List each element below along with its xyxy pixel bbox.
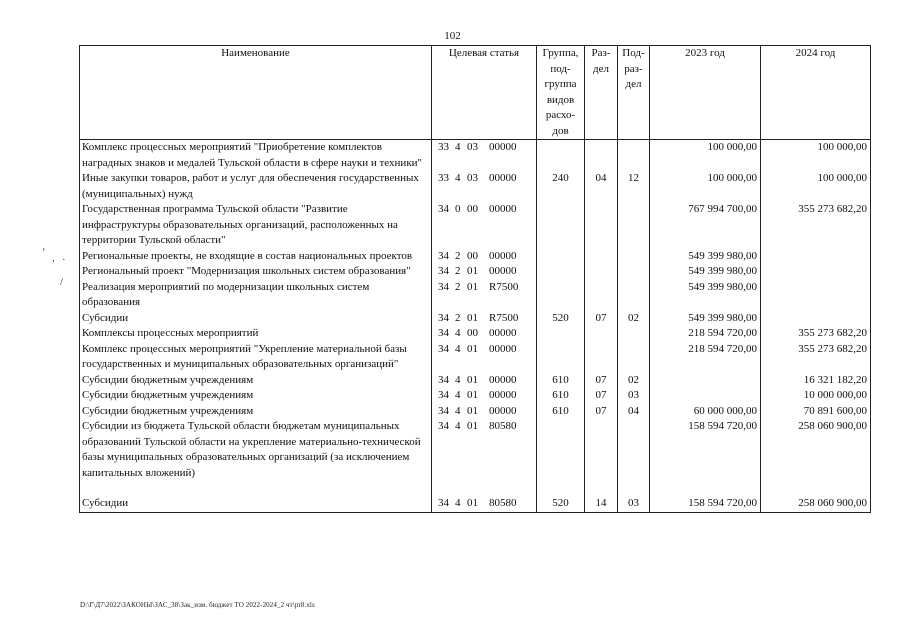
- margin-mark: ·: [62, 254, 66, 266]
- table-row: [80, 342, 871, 373]
- table-row: [80, 419, 871, 481]
- page-number: 102: [444, 30, 461, 42]
- row-name: Субсидии: [80, 496, 432, 512]
- row-section: [585, 342, 618, 373]
- row-amount-2023: 100 000,00: [650, 171, 761, 202]
- row-amount-2023: [650, 373, 761, 389]
- row-name: Региональный проект "Модернизация школьных систем образования": [80, 264, 432, 280]
- table-row: [80, 280, 871, 311]
- row-name: Комплекс процессных мероприятий "Приобретение комплектов наградных знаков и медалей Тульской области в сфере науки и техники": [80, 140, 432, 172]
- row-amount-2023: 218 594 720,00: [650, 326, 761, 342]
- row-expense-group: 610: [537, 388, 585, 404]
- row-amount-2024: 258 060 900,00: [761, 496, 871, 512]
- row-target-article: 34 2 00 00000: [432, 249, 537, 265]
- row-target-article: 34 4 01 00000: [432, 342, 537, 373]
- row-amount-2023: 218 594 720,00: [650, 342, 761, 373]
- row-target-article: 34 4 00 00000: [432, 326, 537, 342]
- table-row: [80, 388, 871, 404]
- row-target-article: 34 4 01 00000: [432, 404, 537, 420]
- row-expense-group: 520: [537, 311, 585, 327]
- row-section: 07: [585, 404, 618, 420]
- margin-mark: /: [60, 276, 64, 288]
- table-row: [80, 311, 871, 327]
- row-section: [585, 280, 618, 311]
- row-name: Субсидии: [80, 311, 432, 327]
- row-expense-group: [537, 264, 585, 280]
- row-amount-2024: 10 000 000,00: [761, 388, 871, 404]
- row-amount-2024: 100 000,00: [761, 171, 871, 202]
- row-amount-2023: 549 399 980,00: [650, 311, 761, 327]
- row-amount-2024: [761, 311, 871, 327]
- row-subsection: 03: [618, 388, 650, 404]
- row-section: [585, 249, 618, 265]
- row-amount-2024: 16 321 182,20: [761, 373, 871, 389]
- row-amount-2024: 355 273 682,20: [761, 342, 871, 373]
- row-expense-group: [537, 280, 585, 311]
- column-header-name: Наименование: [80, 46, 432, 140]
- row-amount-2024: [761, 280, 871, 311]
- table-row: [80, 140, 871, 172]
- table-header-row: [80, 46, 871, 140]
- row-amount-2024: 100 000,00: [761, 140, 871, 172]
- margin-mark: ‘: [42, 246, 46, 258]
- row-target-article: 33 4 03 00000: [432, 171, 537, 202]
- budget-table: [79, 45, 871, 513]
- table-row: [80, 496, 871, 512]
- row-subsection: [618, 342, 650, 373]
- row-name: Региональные проекты, не входящие в состав национальных проектов: [80, 249, 432, 265]
- column-header-2023: 2023 год: [650, 46, 761, 140]
- column-header-section: Раз- дел: [585, 46, 618, 140]
- row-target-article: 34 0 00 00000: [432, 202, 537, 249]
- table-row: [80, 264, 871, 280]
- table-row: [80, 326, 871, 342]
- margin-mark: ,: [52, 252, 55, 264]
- row-subsection: [618, 326, 650, 342]
- column-header-subsection: Под- раз- дел: [618, 46, 650, 140]
- row-name: Субсидии бюджетным учреждениям: [80, 373, 432, 389]
- row-subsection: 03: [618, 496, 650, 512]
- row-name: Государственная программа Тульской области "Развитие инфраструктуры образовательных организаций, расположенных на территории Тульской области": [80, 202, 432, 249]
- row-section: 04: [585, 171, 618, 202]
- row-target-article: 34 2 01 R7500: [432, 311, 537, 327]
- row-subsection: [618, 249, 650, 265]
- row-expense-group: [537, 140, 585, 172]
- row-target-article: 34 2 01 R7500: [432, 280, 537, 311]
- row-amount-2024: [761, 264, 871, 280]
- row-name: Субсидии бюджетным учреждениям: [80, 388, 432, 404]
- row-name: Иные закупки товаров, работ и услуг для обеспечения государственных (муниципальных) нужд: [80, 171, 432, 202]
- row-subsection: [618, 264, 650, 280]
- row-amount-2024: 70 891 600,00: [761, 404, 871, 420]
- row-expense-group: [537, 249, 585, 265]
- row-section: 07: [585, 388, 618, 404]
- row-expense-group: [537, 419, 585, 481]
- table-row: [80, 404, 871, 420]
- row-section: [585, 419, 618, 481]
- row-section: [585, 202, 618, 249]
- row-expense-group: 610: [537, 404, 585, 420]
- row-expense-group: [537, 202, 585, 249]
- row-expense-group: 520: [537, 496, 585, 512]
- row-name: Комплексы процессных мероприятий: [80, 326, 432, 342]
- row-amount-2023: 158 594 720,00: [650, 419, 761, 481]
- row-target-article: 34 4 01 00000: [432, 388, 537, 404]
- row-name: Субсидии из бюджета Тульской области бюджетам муниципальных образований Тульской области на укрепление материально-технической базы муниципальных образовательных организаций (за исключением капитальных вложений): [80, 419, 432, 481]
- row-amount-2023: 549 399 980,00: [650, 280, 761, 311]
- row-subsection: 02: [618, 373, 650, 389]
- row-subsection: 02: [618, 311, 650, 327]
- row-section: [585, 140, 618, 172]
- row-expense-group: 610: [537, 373, 585, 389]
- table-row: [80, 249, 871, 265]
- row-subsection: [618, 419, 650, 481]
- row-name: Субсидии бюджетным учреждениям: [80, 404, 432, 420]
- column-header-expense-group: Группа, под- группа видов расхо- дов: [537, 46, 585, 140]
- row-amount-2023: 767 994 700,00: [650, 202, 761, 249]
- row-amount-2024: 355 273 682,20: [761, 326, 871, 342]
- table-spacer-row: [80, 481, 871, 496]
- column-header-target-article: Целевая статья: [432, 46, 537, 140]
- row-amount-2023: 549 399 980,00: [650, 264, 761, 280]
- row-target-article: 34 2 01 00000: [432, 264, 537, 280]
- row-amount-2023: [650, 388, 761, 404]
- row-target-article: 34 4 01 80580: [432, 496, 537, 512]
- row-section: [585, 264, 618, 280]
- row-name: Реализация мероприятий по модернизации школьных систем образования: [80, 280, 432, 311]
- table-row: [80, 373, 871, 389]
- row-expense-group: 240: [537, 171, 585, 202]
- row-amount-2023: 549 399 980,00: [650, 249, 761, 265]
- row-amount-2024: [761, 249, 871, 265]
- row-subsection: 12: [618, 171, 650, 202]
- table-row: [80, 171, 871, 202]
- row-section: 07: [585, 373, 618, 389]
- row-subsection: [618, 280, 650, 311]
- table-row: [80, 202, 871, 249]
- row-target-article: 34 4 01 00000: [432, 373, 537, 389]
- row-amount-2023: 158 594 720,00: [650, 496, 761, 512]
- row-expense-group: [537, 326, 585, 342]
- row-section: [585, 326, 618, 342]
- row-section: 07: [585, 311, 618, 327]
- row-amount-2023: 60 000 000,00: [650, 404, 761, 420]
- row-expense-group: [537, 342, 585, 373]
- row-amount-2024: 355 273 682,20: [761, 202, 871, 249]
- row-section: 14: [585, 496, 618, 512]
- row-amount-2024: 258 060 900,00: [761, 419, 871, 481]
- row-target-article: 33 4 03 00000: [432, 140, 537, 172]
- row-subsection: [618, 140, 650, 172]
- row-subsection: [618, 202, 650, 249]
- footer-file-path: D:\Г\Д7\2022\ЗАКОНЫ\ЗАС_38\Зак_изм. бюджет ТО 2022-2024_2 чт\pr8.xls: [80, 601, 315, 609]
- row-amount-2023: 100 000,00: [650, 140, 761, 172]
- row-name: Комплекс процессных мероприятий "Укрепление материальной базы государственных и муниципальных образовательных организаций": [80, 342, 432, 373]
- row-subsection: 04: [618, 404, 650, 420]
- column-header-2024: 2024 год: [761, 46, 871, 140]
- row-target-article: 34 4 01 80580: [432, 419, 537, 481]
